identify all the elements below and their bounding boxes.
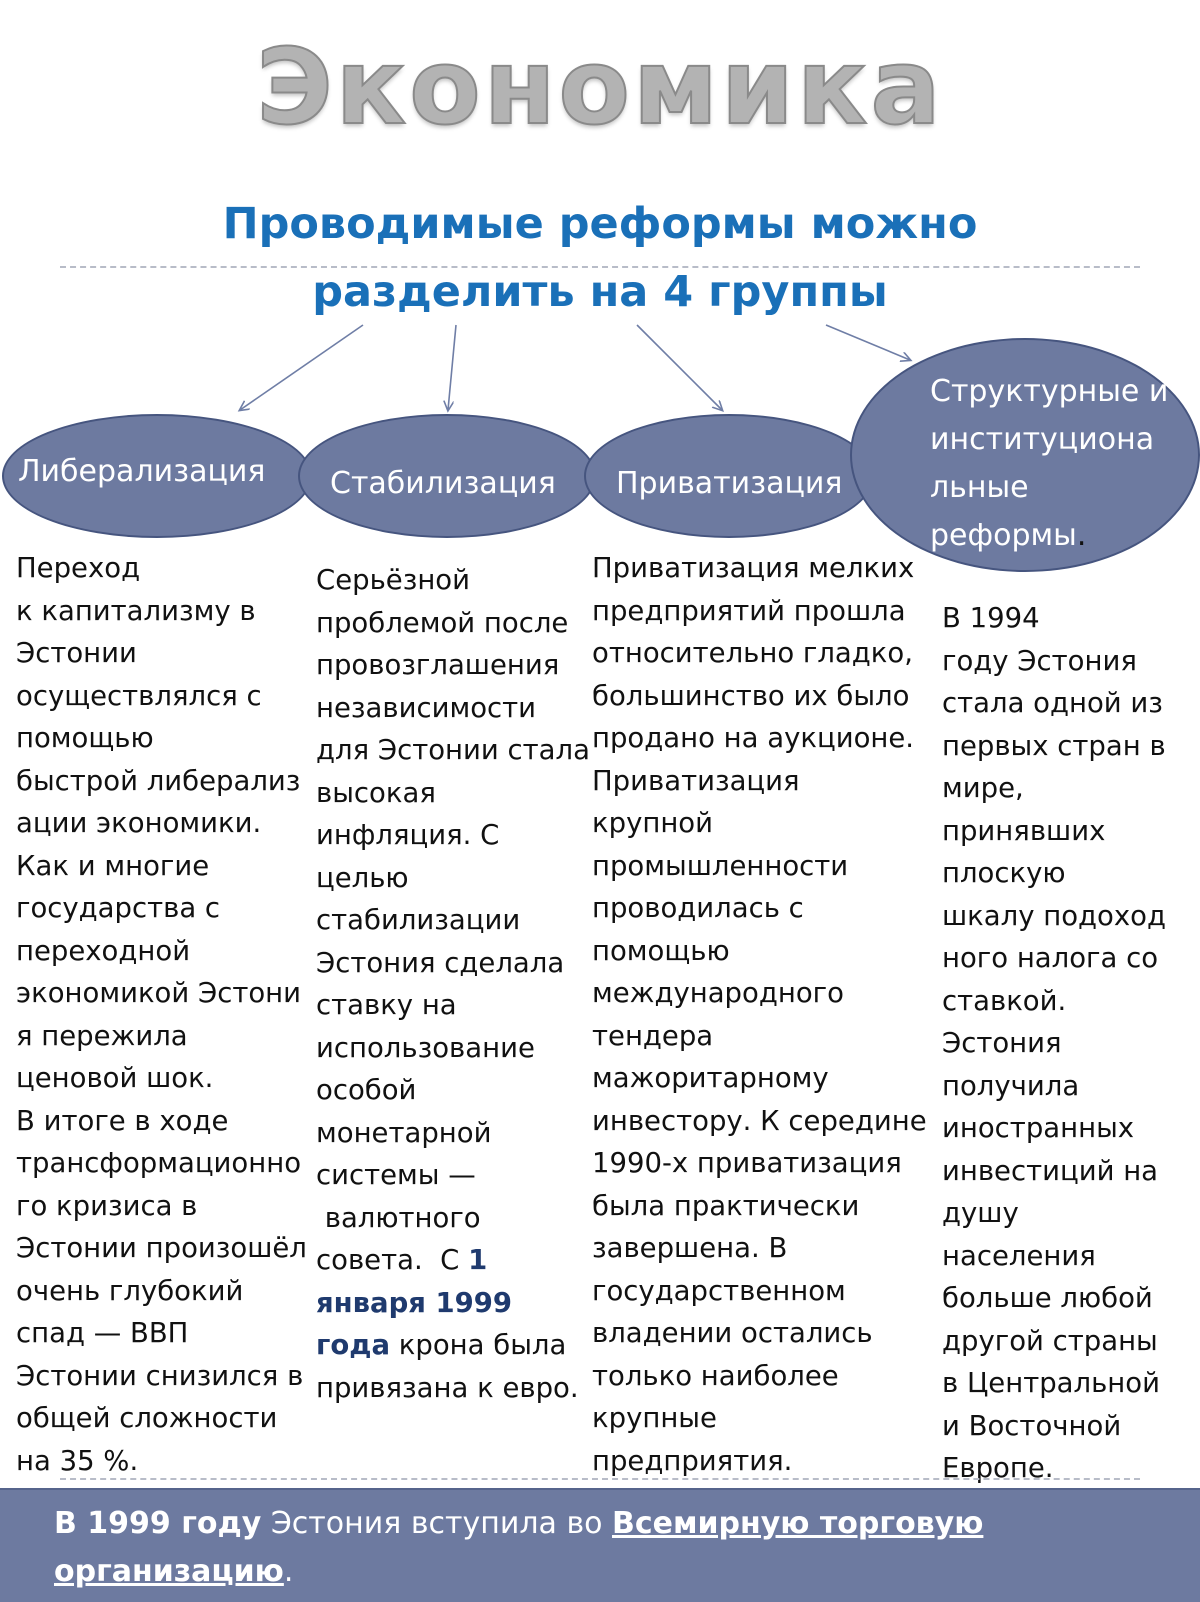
text-line: помощью [592,934,730,967]
text-line: только наиболее [592,1359,839,1392]
column-stabilization [316,559,596,1409]
group-stabilization-label: Стабилизация [330,466,556,501]
text-line [316,1282,596,1325]
text-line: помощью [16,722,154,754]
arrow-structural [826,325,910,360]
text-line: экономикой Эстони [16,977,302,1009]
footer-text: В 1999 году Эстония вступила во Всемирную торговую организацию. [54,1506,984,1589]
text-line: промышленности [592,849,849,882]
text-line: Серьёзной [316,564,471,596]
text-line: Европе. [942,1452,1054,1484]
text-line: ставкой. [942,984,1067,1017]
text-line: больше любой [942,1282,1153,1314]
wto-link[interactable]: организацию [54,1554,284,1589]
text-line: инфляция. С [316,819,500,851]
text-line: для Эстонии стала [316,734,590,766]
text-line: стабилизации [316,904,521,936]
text-line: инвестору. К середине [592,1104,927,1137]
text-line: целью [316,861,409,894]
text-line: тендера [592,1019,714,1052]
text-line: принявших [942,814,1106,847]
text-line: ценовой шок. [16,1062,214,1094]
text-line: шкалу подоход [942,899,1166,932]
date-highlight: года [316,1329,391,1361]
text-line: года крона была [316,1329,567,1361]
date-highlight: января 1999 [316,1286,513,1319]
date-highlight: 1 [468,1244,488,1276]
text-line: другой страны [942,1324,1158,1357]
text-line: Эстонии произошёл [16,1232,307,1264]
arrow-liberalization [240,325,363,410]
text-line: получила [942,1069,1080,1102]
text-line: душу [942,1197,1019,1229]
text-line: государства с [16,892,221,924]
subtitle-line-2: разделить на 4 группы [312,267,888,317]
text-line: привязана к евро. [316,1371,579,1404]
subtitle-line-1: Проводимые реформы можно [222,199,978,249]
arrow-stabilization [448,325,456,410]
text-line: иностранных [942,1112,1135,1144]
text-line: 1990-х приватизация [592,1147,902,1179]
text-line: особой [316,1074,417,1106]
text-line: быстрой либерализ [16,764,301,797]
arrow-privatization [637,325,722,410]
text-line: продано на аукционе. [592,722,915,754]
text-line: трансформационно [16,1147,302,1179]
text-line: независимости [316,691,537,724]
group-liberalization-label: Либерализация [18,454,266,489]
text-line: проблемой после [316,606,569,639]
text-line: предприятия. [592,1444,793,1477]
text-line: предприятий прошла [592,594,906,627]
text-line: провозглашения [316,649,560,681]
text-line: первых стран в [942,729,1166,762]
text-line: го кризиса в [16,1189,198,1222]
text-line: плоскую [942,857,1066,889]
text-line: мире, [942,772,1024,804]
text-line: была практически [592,1189,860,1222]
group-structural [850,338,1200,572]
text-line: к капитализму в [16,594,256,627]
column-liberalization [16,547,316,1482]
text-line: Эстония сделала [316,946,565,979]
text-line: большинство их было [592,679,910,712]
text-line: Приватизация мелких [592,552,915,584]
text-line: на 35 %. [16,1444,139,1477]
text-line: системы — [316,1159,476,1191]
text-line: совета. С 1 [316,1244,488,1276]
text-line: осуществлялся с [16,679,262,712]
group-privatization [584,414,874,538]
text-line: Эстония [942,1027,1062,1059]
text-line: очень глубокий [16,1274,244,1307]
text-line: в Центральной [942,1367,1160,1399]
text-line: Эстонии снизился в [16,1359,304,1392]
text-line: крупной [592,807,713,839]
text-line: использование [316,1031,535,1064]
text-line: завершена. В [592,1232,788,1264]
group-structural-label: Структурные и институциона льные реформы. [930,374,1169,553]
text-line: стала одной из [942,687,1163,719]
text-line: владении остались [592,1317,873,1349]
text-line: спад — ВВП [16,1317,189,1349]
text-line: Как и многие [16,849,210,882]
text-line: Эстонии [16,637,137,669]
text-line: общей сложности [16,1402,278,1434]
wto-link[interactable]: Всемирную торговую [612,1506,984,1541]
group-privatization-label: Приватизация [616,466,843,501]
text-line: государственном [592,1274,846,1307]
text-line: и Восточной [942,1409,1122,1442]
text-line: валютного [316,1201,481,1234]
footer-banner [0,1488,1200,1602]
text-line: мажоритарному [592,1062,829,1094]
footer-divider [60,1478,1140,1480]
page-title: Экономика [256,26,944,148]
text-line: ного налога со [942,942,1159,974]
text-line: Переход [16,552,141,584]
text-line: ации экономики. [16,807,262,839]
text-line: я пережила [16,1019,188,1052]
column-privatization [592,547,937,1482]
text-line: населения [942,1239,1096,1272]
text-line: международного [592,977,844,1009]
text-line: ставку на [316,989,457,1021]
text-line: В 1994 [942,602,1040,634]
text-line: монетарной [316,1116,492,1149]
text-line: высокая [316,776,436,809]
text-line: переходной [16,934,191,967]
text-line: относительно гладко, [592,637,913,669]
column-structural [942,597,1187,1490]
text-line: инвестиций на [942,1154,1159,1187]
text-line: В итоге в ходе [16,1104,229,1137]
group-liberalization [2,414,312,538]
text-line: Приватизация [592,764,800,797]
group-stabilization [298,414,596,538]
text-line: крупные [592,1402,717,1434]
text-line: проводилась с [592,892,804,924]
text-line: году Эстония [942,644,1137,677]
